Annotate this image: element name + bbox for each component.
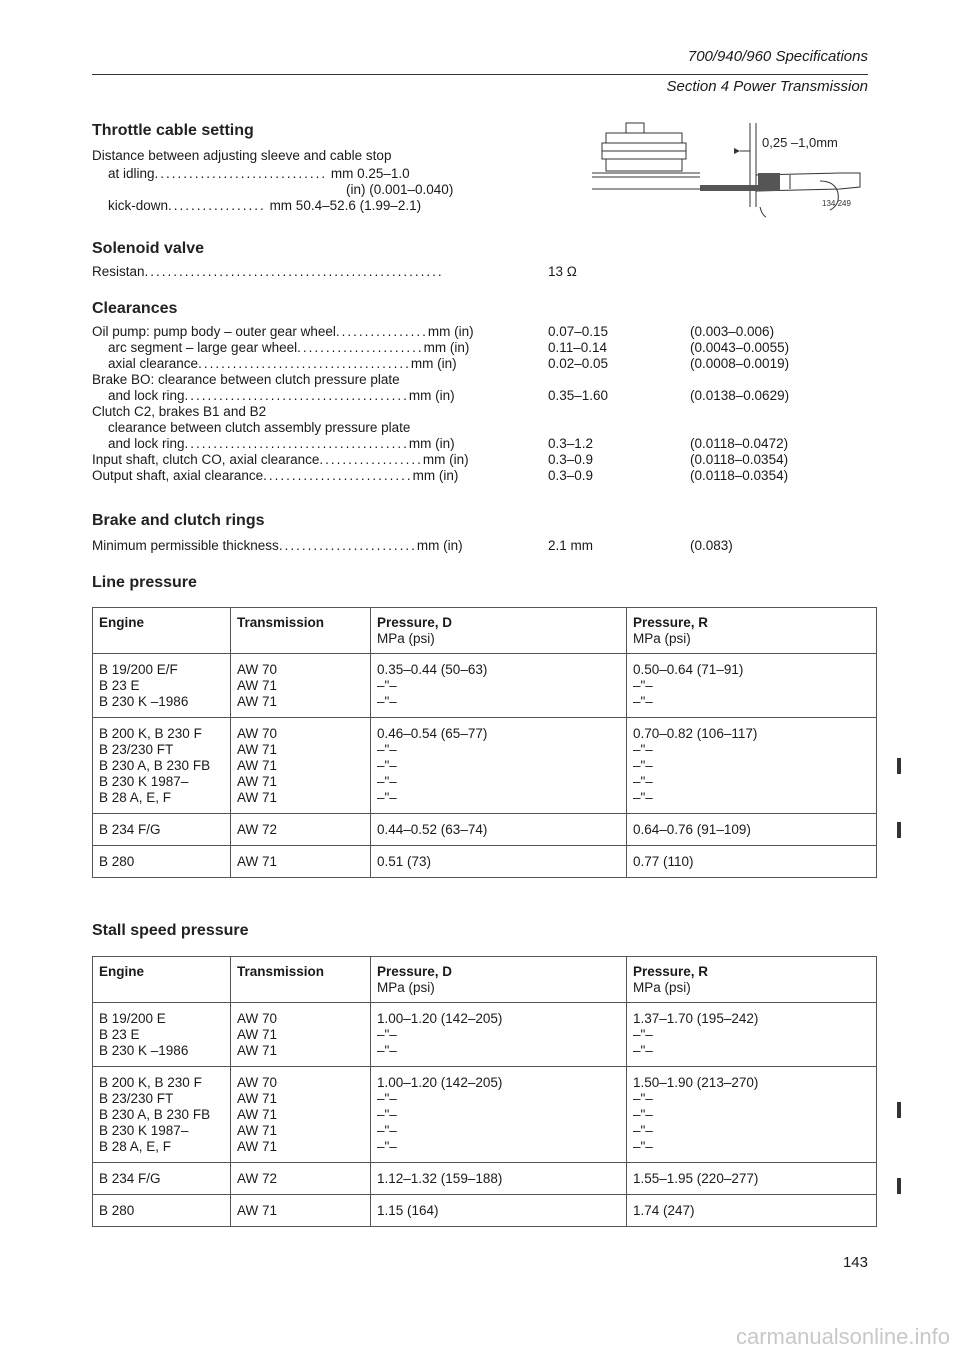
cell-value: AW 71 [237, 1203, 278, 1218]
header-rule [92, 74, 868, 75]
engine-cell [93, 1067, 231, 1163]
table-row [93, 1067, 877, 1163]
stall-pressure-heading: Stall speed pressure [92, 922, 249, 939]
table-row [93, 846, 877, 878]
line-pressure-heading: Line pressure [92, 574, 197, 591]
document-title: 700/940/960 Specifications [687, 48, 868, 65]
brake-row: Minimum permissible thickness........................mm (in) [92, 538, 463, 553]
header-text: MPa (psi) [377, 631, 435, 646]
cell-value: –"– [377, 774, 397, 789]
cell-value: B 23 E [99, 1027, 140, 1042]
throttle-figure-dimension: 0,25 –1,0mm [762, 135, 838, 150]
cell-value: AW 70 [237, 1075, 278, 1090]
clearance-inch: (0.0138–0.0629) [690, 388, 790, 403]
throttle-idling-label: at idling [108, 166, 155, 181]
cell-value: 1.12–1.32 (159–188) [377, 1171, 503, 1186]
cell-value: B 23 E [99, 678, 140, 693]
clearance-mm: 0.35–1.60 [548, 388, 609, 403]
cell-value: AW 71 [237, 1107, 278, 1122]
cell-value: B 230 K 1987– [99, 1123, 189, 1138]
margin-bar [897, 758, 901, 774]
pressure-r-cell [627, 1195, 877, 1227]
pressure-r-cell [627, 814, 877, 846]
solenoid-value: 13 Ω [548, 264, 577, 279]
brake-heading: Brake and clutch rings [92, 512, 265, 529]
table-header-row [93, 957, 877, 1003]
throttle-kickdown-value: mm 50.4–52.6 (1.99–2.1) [269, 198, 422, 213]
col-engine-header [93, 608, 231, 654]
engine-cell [93, 1195, 231, 1227]
cell-value: –"– [377, 1091, 397, 1106]
clearance-row: Oil pump: pump body – outer gear wheel................mm (in) [92, 324, 474, 339]
transmission-cell [231, 814, 371, 846]
cell-value: B 19/200 E [99, 1011, 166, 1026]
table-row [93, 718, 877, 814]
col-pressure-r-header [627, 957, 877, 1003]
cell-value: AW 71 [237, 854, 278, 869]
brake-mm: 2.1 mm [548, 538, 594, 553]
pressure-r-cell [627, 1163, 877, 1195]
col-transmission-header [231, 957, 371, 1003]
clearance-inch: (0.003–0.006) [690, 324, 775, 339]
throttle-idling-inches: (in) (0.001–0.040) [346, 182, 454, 197]
cell-value: –"– [377, 758, 397, 773]
clearance-row: and lock ring.......................................mm (in) [108, 436, 455, 451]
cell-value: –"– [377, 742, 397, 757]
pressure-d-cell [371, 1163, 627, 1195]
pressure-d-cell [371, 1195, 627, 1227]
clearance-row: Output shaft, axial clearance..........................mm (in) [92, 468, 459, 483]
transmission-cell [231, 1067, 371, 1163]
pressure-r-cell [627, 718, 877, 814]
cell-value: 0.35–0.44 (50–63) [377, 662, 488, 677]
cell-value: B 234 F/G [99, 822, 161, 837]
header-text: Transmission [237, 964, 325, 979]
table-header-row [93, 608, 877, 654]
header-text: Pressure, R [633, 964, 709, 979]
header-text: Engine [99, 615, 145, 630]
cell-value: AW 70 [237, 662, 278, 677]
cell-value: 1.37–1.70 (195–242) [633, 1011, 759, 1026]
cell-value: –"– [377, 790, 397, 805]
engine-cell [93, 846, 231, 878]
cell-value: 0.64–0.76 (91–109) [633, 822, 751, 837]
col-pressure-d-header [371, 608, 627, 654]
cell-value: –"– [633, 678, 653, 693]
cell-value: AW 71 [237, 1123, 278, 1138]
cell-value: AW 71 [237, 678, 278, 693]
clearance-row: arc segment – large gear wheel......................mm (in) [108, 340, 470, 355]
clearance-row: and lock ring.......................................mm (in) [108, 388, 455, 403]
section-title: Section 4 Power Transmission [666, 78, 868, 95]
table-row [93, 814, 877, 846]
solenoid-row: Resistan.................................................... [92, 264, 444, 279]
col-engine-header [93, 957, 231, 1003]
table-row [93, 654, 877, 718]
cell-value: AW 71 [237, 694, 278, 709]
cell-value: 0.51 (73) [377, 854, 432, 869]
cell-value: –"– [633, 790, 653, 805]
cell-value: AW 71 [237, 1043, 278, 1058]
cell-value: 1.55–1.95 (220–277) [633, 1171, 759, 1186]
throttle-description: Distance between adjusting sleeve and cable stop [92, 148, 392, 163]
cell-value: B 230 K –1986 [99, 1043, 189, 1058]
cell-value: B 19/200 E/F [99, 662, 178, 677]
pressure-r-cell [627, 846, 877, 878]
engine-cell [93, 1003, 231, 1067]
throttle-heading: Throttle cable setting [92, 122, 254, 139]
header-text: MPa (psi) [633, 631, 691, 646]
cell-value: AW 71 [237, 1027, 278, 1042]
solenoid-label: Resistan [92, 264, 145, 279]
cell-value: AW 71 [237, 774, 278, 789]
margin-bar [897, 1102, 901, 1118]
cell-value: B 280 [99, 1203, 135, 1218]
cell-value: –"– [633, 742, 653, 757]
transmission-cell [231, 654, 371, 718]
throttle-kickdown-row: kick-down................. mm 50.4–52.6 (1.99–2.1) [108, 198, 422, 213]
engine-cell [93, 718, 231, 814]
cell-value: B 23/230 FT [99, 742, 174, 757]
col-transmission-header [231, 608, 371, 654]
clearance-mm: 0.3–0.9 [548, 468, 594, 483]
cell-value: AW 71 [237, 758, 278, 773]
cell-value: –"– [633, 774, 653, 789]
cell-value: B 23/230 FT [99, 1091, 174, 1106]
cell-value: 1.50–1.90 (213–270) [633, 1075, 759, 1090]
pressure-r-cell [627, 654, 877, 718]
clearance-row: axial clearance.....................................mm (in) [108, 356, 457, 371]
transmission-cell [231, 718, 371, 814]
brake-inch: (0.083) [690, 538, 733, 553]
clearance-mm: 0.07–0.15 [548, 324, 609, 339]
cell-value: B 230 A, B 230 FB [99, 758, 211, 773]
throttle-idling-value: mm 0.25–1.0 [330, 166, 410, 181]
clearance-row: Clutch C2, brakes B1 and B2 [92, 404, 267, 419]
cell-value: –"– [377, 1043, 397, 1058]
throttle-cable-figure [590, 115, 880, 220]
transmission-cell [231, 846, 371, 878]
pressure-d-cell [371, 846, 627, 878]
cell-value: B 28 A, E, F [99, 790, 172, 805]
margin-bar [897, 822, 901, 838]
throttle-figure-id: 134 249 [822, 199, 851, 208]
header-text: Transmission [237, 615, 325, 630]
transmission-cell [231, 1003, 371, 1067]
solenoid-heading: Solenoid valve [92, 240, 205, 257]
cell-value: B 200 K, B 230 F [99, 726, 202, 741]
cell-value: 0.70–0.82 (106–117) [633, 726, 758, 741]
cell-value: B 28 A, E, F [99, 1139, 172, 1154]
cell-value: B 230 K 1987– [99, 774, 189, 789]
cell-value: 0.46–0.54 (65–77) [377, 726, 488, 741]
cell-value: 1.00–1.20 (142–205) [377, 1075, 503, 1090]
clearance-inch: (0.0118–0.0354) [690, 468, 789, 483]
transmission-cell [231, 1163, 371, 1195]
pressure-d-cell [371, 1003, 627, 1067]
cell-value: –"– [377, 678, 397, 693]
clearance-inch: (0.0118–0.0354) [690, 452, 789, 467]
pressure-d-cell [371, 718, 627, 814]
clearance-row: Input shaft, clutch CO, axial clearance..................mm (in) [92, 452, 469, 467]
line-pressure-table [92, 607, 877, 878]
cell-value: –"– [377, 1027, 397, 1042]
clearance-inch: (0.0008–0.0019) [690, 356, 790, 371]
transmission-cell [231, 1195, 371, 1227]
clearance-row: Brake BO: clearance between clutch pressure plate [92, 372, 400, 387]
cell-value: 0.44–0.52 (63–74) [377, 822, 488, 837]
cell-value: –"– [377, 1123, 397, 1138]
cell-value: AW 71 [237, 1139, 278, 1154]
cell-value: B 280 [99, 854, 135, 869]
cell-value: –"– [633, 1027, 653, 1042]
clearances-heading: Clearances [92, 300, 178, 317]
page-number: 143 [842, 1254, 868, 1271]
cell-value: –"– [633, 758, 653, 773]
cell-value: –"– [633, 694, 653, 709]
col-pressure-r-header [627, 608, 877, 654]
cell-value: –"– [633, 1107, 653, 1122]
clearance-mm: 0.11–0.14 [548, 340, 608, 355]
clearance-inch: (0.0118–0.0472) [690, 436, 789, 451]
cell-value: –"– [377, 1107, 397, 1122]
throttle-kickdown-label: kick-down [108, 198, 169, 213]
cell-value: AW 70 [237, 1011, 278, 1026]
cell-value: 1.00–1.20 (142–205) [377, 1011, 503, 1026]
margin-bar [897, 1178, 901, 1194]
cell-value: –"– [377, 694, 397, 709]
table-row [93, 1003, 877, 1067]
cell-value: B 230 K –1986 [99, 694, 189, 709]
stall-pressure-table [92, 956, 877, 1227]
cell-value: –"– [633, 1091, 653, 1106]
cell-value: 0.50–0.64 (71–91) [633, 662, 744, 677]
header-text: Pressure, D [377, 964, 453, 979]
pressure-d-cell [371, 1067, 627, 1163]
cell-value: –"– [377, 1139, 397, 1154]
header-text: MPa (psi) [377, 980, 435, 995]
header-text: MPa (psi) [633, 980, 691, 995]
header-text: Pressure, R [633, 615, 709, 630]
cell-value: –"– [633, 1123, 653, 1138]
clearance-mm: 0.02–0.05 [548, 356, 609, 371]
throttle-idling-row: at idling.............................. mm 0.25–1.0 [108, 166, 410, 181]
cell-value: B 200 K, B 230 F [99, 1075, 202, 1090]
col-pressure-d-header [371, 957, 627, 1003]
pressure-d-cell [371, 814, 627, 846]
pressure-r-cell [627, 1067, 877, 1163]
pressure-d-cell [371, 654, 627, 718]
clearance-mm: 0.3–1.2 [548, 436, 594, 451]
cell-value: 0.77 (110) [633, 854, 694, 869]
cell-value: B 230 A, B 230 FB [99, 1107, 211, 1122]
clearance-inch: (0.0043–0.0055) [690, 340, 790, 355]
cell-value: AW 72 [237, 1171, 278, 1186]
engine-cell [93, 654, 231, 718]
header-text: Engine [99, 964, 145, 979]
engine-cell [93, 814, 231, 846]
clearance-mm: 0.3–0.9 [548, 452, 594, 467]
cell-value: 1.74 (247) [633, 1203, 695, 1218]
cell-value: B 234 F/G [99, 1171, 161, 1186]
table-row [93, 1195, 877, 1227]
pressure-r-cell [627, 1003, 877, 1067]
cell-value: AW 71 [237, 1091, 278, 1106]
cell-value: AW 72 [237, 822, 278, 837]
engine-cell [93, 1163, 231, 1195]
table-row [93, 1163, 877, 1195]
header-text: Pressure, D [377, 615, 453, 630]
cell-value: AW 70 [237, 726, 278, 741]
clearance-row: clearance between clutch assembly pressure plate [108, 420, 411, 435]
cell-value: 1.15 (164) [377, 1203, 439, 1218]
cell-value: AW 71 [237, 742, 278, 757]
cell-value: –"– [633, 1043, 653, 1058]
cell-value: AW 71 [237, 790, 278, 805]
watermark: carmanualsonline.info [735, 1324, 950, 1349]
cell-value: –"– [633, 1139, 653, 1154]
